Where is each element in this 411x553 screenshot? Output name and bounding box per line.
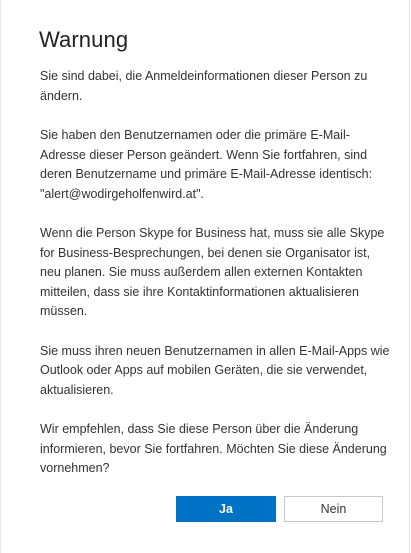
message-paragraph-intro: Sie sind dabei, die Anmeldeinformationen dieser Person zu ändern. (40, 69, 368, 103)
dialog-footer (1, 496, 411, 526)
dialog-content[interactable] (40, 67, 390, 475)
message-paragraph-skype: Wenn die Person Skype for Business hat, muss sie alle Skype for Business-Besprechungen, bei denen sie Organisator ist, neu planen. Sie muss außerdem allen externen Kontakten mitteilen, dass sie ihre Kontaktinformationen aktualisieren müssen. (40, 226, 385, 318)
confirm-button[interactable]: Ja (176, 496, 276, 522)
dialog-title: Warnung (39, 27, 129, 52)
cancel-button[interactable]: Nein (284, 496, 383, 522)
message-paragraph-identity: Sie haben den Benutzernamen oder die primäre E-Mail-Adresse dieser Person geändert. Wenn Sie fortfahren, sind deren Benutzername und primäre E-Mail-Adresse identisch: "alert@wodirgeholfenwird.at". (40, 128, 373, 201)
message-paragraph-email-apps: Sie muss ihren neuen Benutzernamen in allen E-Mail-Apps wie Outlook oder Apps auf mobilen Geräten, die sie verwendet, aktualisieren. (40, 343, 390, 397)
message-paragraph-recommendation: Wir empfehlen, dass Sie diese Person über die Änderung informieren, bevor Sie fortfahren. Möchten Sie diese Änderung vornehmen? (40, 422, 387, 475)
